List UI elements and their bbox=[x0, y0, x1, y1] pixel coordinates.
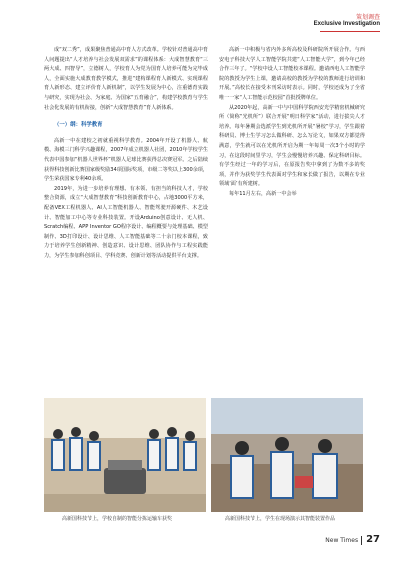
photo-illustration bbox=[211, 398, 363, 512]
paragraph: 2019年，为进一步培养有理想、有本领、有担当的科技人才，学校整合资源，成立“大成智慧教育”科技创新教育中心，占地3000平方米，配备VEX工程机器人、AI人工智能机器人、智能驾驶开源硬件、木艺设计、智能加工中心等专业科技装置。开设Arduino创意设计、无人机、Scratch编程、APP Inventor GO程序设计、编程概要与处理基础、模型制作、3D打印设计、设计思维、人工智能基础等二十余门校本课程，致力于培养学生创新精神、创造意识、设计思维、团队协作与工程实践能力，为学生参加科创项目、学科竞赛、创新计划等活动提供平台支撑。 bbox=[44, 185, 208, 259]
page-number: 27 bbox=[366, 534, 380, 545]
section-title: 策划调查 bbox=[355, 14, 380, 21]
right-column bbox=[219, 46, 365, 200]
paragraph: 高新一中在建校之初就重视科学教育。2004年开设了机器人、航模、海模三门科学兴趣课程，2007年成立机器人社团，2010年学校学生代表中国参加“机器人世界杯”机器人足球比赛获得总决赛冠军。之后陆续获得科技创新比赛国家级奖励34项国际奖项，市级二等奖以上300余项，学生荣获国家专利40余项。 bbox=[44, 137, 208, 183]
photo-students-outdoor-demo bbox=[211, 398, 363, 512]
magazine-name: New Times bbox=[325, 537, 359, 544]
paragraph: 成“双二秀”，成果聚焦普通高中育人方式改革。学校针对普通高中育人问题提出“人才培养与社会发展双需求”的课程体系：大成智慧教育“三两大成、四智导”，立德树人，学校育人为党为国育人培养可能为完毕成人，全面实施大成教育教学模式，推进“建构课程育人新模式、实现课程育人新形态、建立评价育人新机制”，以学生发展为中心，注重德育实践与研究，实现为社会、为家庭、为国家“五育融合”，构建学校教育与学生社会化发展的有机衔接，创新“大成智慧教育”育人新体系。 bbox=[44, 47, 208, 111]
left-column bbox=[44, 46, 208, 261]
paragraph: 高新一中积极与省内外多所高校及科研院所开展合作。与西安电子科技大学人工智能学院共建“人工智能大学”，到今年已经合作三年了。“学校中设人工智能校本课程。邀请西电人工智能学院的教授为学生上课，邀请高校的教授为学校的教师进行培训和开展。”高校长在接受本刊采访时表示。同时，学校还成为了全省唯一一家“人工智能示范校园”首批授牌单位。 bbox=[219, 47, 365, 101]
section-subtitle: Exclusive Investigation bbox=[313, 21, 380, 27]
caption-left: 高新国科技节上，学校自制的智能分拣运输车获奖 bbox=[62, 516, 173, 522]
paragraph: 从2020年起，高新一中与中国科学院西安光学精密机械研究所（简称“光机所”）联合开展“明日科学家”活动，进行拔尖人才培养。每年暑期会选派学生到光机所开展“暑校”学习，学生跟着科研员、博士生学习怎么做科研、怎么写论文，如果双方都觉得满意，学生就可以在光机所开启为期一年每周一次3个小时的学习，在这段时间里学习，学生会慢慢培养兴趣、保定科研目标。有学生经过一年的学习后，在原报告奖中拿到了为数不多的奖项，并作为获奖学生代表面对学生和家长做了报告，以期在专业领域‘面’有所建树。 bbox=[219, 104, 365, 188]
header-rule bbox=[320, 31, 380, 32]
section-header bbox=[314, 14, 380, 28]
page-footer bbox=[325, 534, 380, 545]
paragraph: 每年11月左右，高新一中会举 bbox=[229, 190, 297, 197]
photo-students-robot-event bbox=[44, 398, 206, 512]
footer-divider bbox=[361, 536, 362, 545]
subheading: （一）纲：科学教育 bbox=[54, 122, 103, 129]
caption-right: 高新国科技节上，学生在现场演示其智能装置作品 bbox=[225, 516, 336, 522]
photo-illustration bbox=[44, 398, 206, 512]
